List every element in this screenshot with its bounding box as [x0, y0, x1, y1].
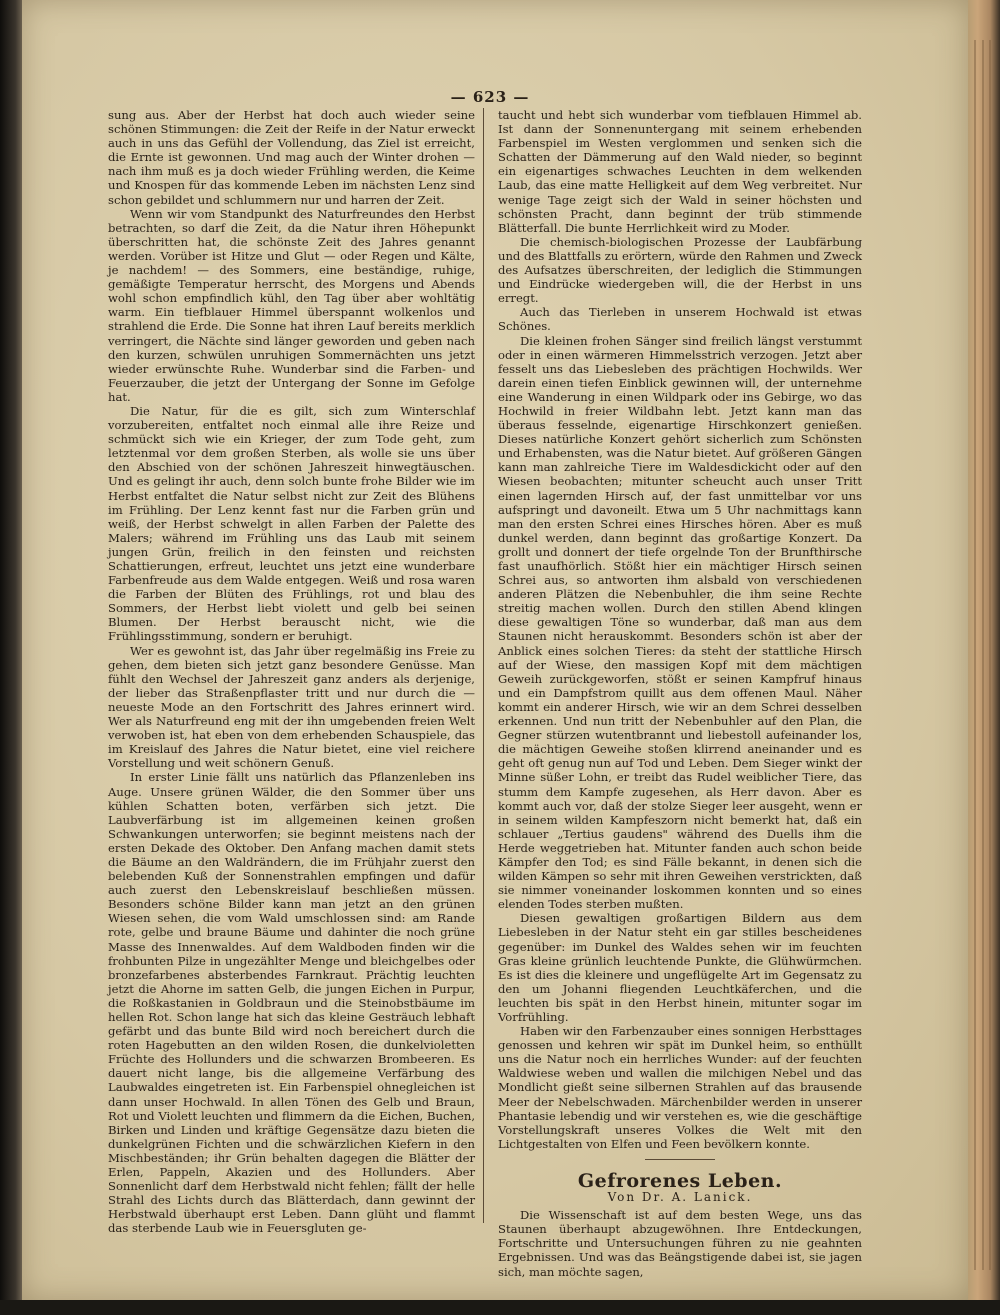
- right-column: [498, 108, 862, 1279]
- article-title: Gefrorenes Leben.: [577, 1169, 783, 1192]
- column-divider: [483, 108, 484, 1223]
- article-author: Von Dr. A. Lanick.: [607, 1190, 753, 1205]
- paragraph: Die kleinen frohen Sänger sind freilich längst verstummt oder in einen wärmeren Himmelsstrich verzogen. Jetzt aber fesselt uns das Liebesleben des prächtigen Hochwilds. Wer darein einen tiefen Einblick gewinnen will, der unternehme eine Wanderung in einen Wildpark oder ins Gebirge, wo das Hochwild in freier Wildbahn lebt. Jetzt kann man das überaus fesselnde, eigenartige Hirschkonzert genießen. Dieses natürliche Konzert gehört sicherlich zum Schönsten und Erhabensten, was die Natur bietet. Auf größeren Gängen kann man zahlreiche Tiere im Waldesdickicht oder auf den Wiesen beobachten; mitunter scheucht auch unser Tritt einen lagernden Hirsch auf, der fast unmittelbar vor uns aufspringt und davoneilt. Etwa um 5 Uhr nachmittags kann man den ersten Schrei eines Hirsches hören. Aber es muß dunkel werden, dann beginnt das großartige Konzert. Da grollt und donnert der tiefe orgelnde Ton der Brunfthirsche fast unaufhörlich. Stößt hier ein mächtiger Hirsch seinen Schrei aus, so antworten ihm alsbald von verschiedenen anderen Plätzen die Nebenbuhler, die ihm seine Rechte streitig machen wollen. Durch den stillen Abend klingen diese gewaltigen Töne so wunderbar, daß man aus dem Staunen nicht herauskommt. Besonders schön ist aber der Anblick eines solchen Tieres: da steht der stattliche Hirsch auf der Wiese, den massigen Kopf mit dem mächtigen Geweih zurückgeworfen, stößt er seinen Kampfruf hinaus und ein Dampfstrom quillt aus dem offenen Maul. Näher kommt ein anderer Hirsch, wie wir an dem Schrei desselben erkennen. Und nun tritt der Nebenbuhler auf den Plan, die Gegner stürzen wutentbrannt und liebestoll aufeinander los, die mächtigen Geweihe stoßen klirrend aneinander und es geht oft genug nun auf Tod und Leben. Dem Sieger winkt der Minne süßer Lohn, er treibt das Rudel weiblicher Tiere, das stumm dem Kampfe zugesehen, als Herr davon. Aber es kommt auch vor, daß der stolze Sieger leer ausgeht, wenn er in seinem wilden Kampfeszorn nicht bemerkt hat, daß ein schlauer „Tertius gaudens" während des Duells ihm die Herde weggetrieben hat. Mitunter fanden auch schon beide Kämpfer den Tod; es sind Fälle bekannt, in denen sich die wilden Kämpen so sehr mit ihren Geweihen verstrickten, daß sie nimmer voneinander loskommen konnten und so eines elenden Todes sterben mußten.: [498, 333, 862, 912]
- paragraph: Haben wir den Farbenzauber eines sonnigen Herbsttages genossen und kehren wir spät im Dunkel heim, so enthüllt uns die Natur noch ein herrliches Wunder: auf der feuchten Waldwiese weben und wallen die milchigen Nebel und das Mondlicht gießt seine silbernen Strahlen auf das brausende Meer der Nebelschwaden. Märchenbilder werden in unserer Phantasie lebendig und wir verstehen es, wie die geschäftige Vorstellungskraft unseres Volkes die Welt mit den Lichtgestalten von Elfen und Feen bevölkern konnte.: [498, 1024, 862, 1151]
- paragraph: Die chemisch-biologischen Prozesse der Laubfärbung und des Blattfalls zu erörtern, würde den Rahmen und Zweck des Aufsatzes überschreiten, der lediglich die Stimmungen und Eindrücke wiedergeben will, die der Herbst in uns erregt.: [498, 234, 862, 306]
- paragraph: taucht und hebt sich wunderbar vom tiefblauen Himmel ab. Ist dann der Sonnenuntergang mit seinem erhebenden Farbenspiel im Westen verglommen und senken sich die Schatten der Dämmerung auf den Wald nieder, so beginnt ein eigenartiges schwaches Leuchten in dem welkenden Laub, das eine matte Helligkeit auf dem Weg verbreitet. Nur wenige Tage zeigt sich der Wald in seiner höchsten und schönsten Pracht, dann beginnt der trüb stimmende Blätterfall. Die bunte Herrlichkeit wird zu Moder.: [498, 108, 862, 235]
- paragraph: Auch das Tierleben in unserem Hochwald ist etwas Schönes.: [498, 305, 862, 334]
- paragraph: Wer es gewohnt ist, das Jahr über regelmäßig ins Freie zu gehen, dem bieten sich jetzt ganz besondere Genüsse. Man fühlt den Wechsel der Jahreszeit ganz anders als derjenige, der lieber das Straßenpflaster tritt und nur durch die — neueste Mode an den Fortschritt des Jahres erinnert wird. Wer als Naturfreund eng mit der ihn umgebenden freien Welt verwoben ist, hat eben von dem erhebenden Schauspiele, das im Kreislauf des Jahres die Natur bietet, eine viel reichere Vorstellung und weit schönern Genuß.: [108, 643, 475, 771]
- paragraph: sung aus. Aber der Herbst hat doch auch wieder seine schönen Stimmungen: die Zeit der Reife in der Natur erweckt auch in uns das Gefühl der Vollendung, das Ziel ist erreicht, die Ernte ist gewonnen. Und mag auch der Winter drohen — nach ihm muß es ja doch wieder Frühling werden, die Keime und Knospen für das kommende Leben im nächsten Lenz sind schon gebildet und schlummern nur und harren der Zeit.: [108, 108, 475, 207]
- section-rule: [645, 1159, 715, 1160]
- scan-bottom-edge: [0, 1300, 1000, 1315]
- page-edge-stack: [968, 0, 1000, 1300]
- page-number: — 623 —: [450, 88, 530, 106]
- paragraph: Wenn wir vom Standpunkt des Naturfreundes den Herbst betrachten, so darf die Zeit, da die Natur ihren Höhepunkt überschritten hat, die schönste Zeit des Jahres genannt werden. Vorüber ist Hitze und Glut — oder Regen und Kälte, je nachdem! — des Sommers, eine beständige, ruhige, gemäßigte Temperatur herrscht, des Morgens und Abends wohl schon empfindlich kühl, den Tag über aber wohltätig warm. Ein tiefblauer Himmel überspannt wolkenlos und strahlend die Erde. Die Sonne hat ihren Lauf bereits merklich verringert, die Nächte sind länger geworden und geben nach den kurzen, schwülen unruhigen Sommernächten uns jetzt wieder erwünschte Ruhe. Wunderbar sind die Farben- und Feuerzauber, die jetzt der Untergang der Sonne im Gefolge hat.: [108, 206, 475, 404]
- left-column: [108, 108, 475, 1236]
- paragraph: In erster Linie fällt uns natürlich das Pflanzenleben ins Auge. Unsere grünen Wälder, die den Sommer über uns kühlen Schatten boten, verfärben sich jetzt. Die Laubverfärbung ist im allgemeinen keinen großen Schwankungen unterworfen; sie beginnt meistens nach der ersten Dekade des Oktober. Den Anfang machen damit stets die Bäume an den Waldrändern, die im Frühjahr zuerst den belebenden Kuß der Sonnenstrahlen empfingen und dafür auch zuerst den Lebenskreislauf beschließen müssen. Besonders schöne Bilder kann man jetzt an den grünen Wiesen sehen, die vom Wald umschlossen sind: am Rande rote, gelbe und braune Bäume und dahinter die noch grüne Masse des Innenwaldes. Auf dem Waldboden finden wir die frohbunten Pilze in ungezählter Menge und bleichgelbes oder bronzefarbenes absterbendes Farnkraut. Prächtig leuchten jetzt die Ahorne im satten Gelb, die jungen Eichen in Purpur, die Roßkastanien in Goldbraun und die Steinobstbäume im hellen Rot. Schon lange hat sich das kleine Gesträuch lebhaft gefärbt und das bunte Bild wird noch bereichert durch die roten Hagebutten an den wilden Rosen, die dunkelvioletten Früchte des Hollunders und die schwarzen Brombeeren. Es dauert nicht lange, bis die allgemeine Verfärbung des Laubwaldes eingetreten ist. Ein Farbenspiel ohnegleichen ist dann unser Hochwald. In allen Tönen des Gelb und Braun, Rot und Violett leuchten und flimmern da die Eichen, Buchen, Birken und Linden und kräftige Gegensätze dazu bieten die dunkelgrünen Fichten und die schwärzlichen Kiefern in den Mischbeständen; ihr Grün behalten dagegen die Blätter der Erlen, Pappeln, Akazien und des Hollunders. Aber Sonnenlicht darf dem Herbstwald nicht fehlen; fällt der helle Strahl des Lichts durch das Blätterdach, dann gewinnt der Herbstwald überhaupt erst Leben. Dann glüht und flammt das sterbende Laub wie in Feuersgluten ge-: [108, 770, 475, 1236]
- scan-left-edge: [0, 0, 22, 1315]
- paragraph: Die Wissenschaft ist auf dem besten Wege, uns das Staunen überhaupt abzugewöhnen. Ihre Entdeckungen, Fortschritte und Untersuchungen führen zu nie geahnten Ergebnissen. Und was das Beängstigende dabei ist, sie jagen sich, man möchte sagen,: [498, 1208, 862, 1279]
- paragraph: Die Natur, für die es gilt, sich zum Winterschlaf vorzubereiten, entfaltet noch einmal alle ihre Reize und schmückt sich wie ein Krieger, der zum Tode geht, zum letztenmal vor dem großen Sterben, als wolle sie uns über den Abschied von der schönen Jahreszeit hinwegtäuschen. Und es gelingt ihr auch, denn solch bunte frohe Bilder wie im Herbst entfaltet die Natur selbst nicht zur Zeit des Blühens im Frühling. Der Lenz kennt fast nur die Farben grün und weiß, der Herbst schwelgt in allen Farben der Palette des Malers; während im Frühling uns das Laub mit seinem jungen Grün, freilich in den feinsten und reichsten Schattierungen, erfreut, leuchtet uns jetzt eine wunderbare Farbenfreude aus dem Walde entgegen. Weiß und rosa waren die Farben der Blüten des Frühlings, rot und blau des Sommers, der Herbst liebt violett und gelb bei seinen Blumen. Der Herbst berauscht nicht, wie die Frühlingsstimmung, sondern er beruhigt.: [108, 403, 475, 644]
- paragraph: Diesen gewaltigen großartigen Bildern aus dem Liebesleben in der Natur steht ein gar stilles bescheidenes gegenüber: im Dunkel des Waldes sehen wir im feuchten Gras kleine grünlich leuchtende Punkte, die Glühwürmchen. Es ist dies die kleinere und ungeflügelte Art im Gegensatz zu den um Johanni fliegenden Leuchtkäferchen, und die leuchten bis spät in den Herbst hinein, mitunter sogar im Vorfrühling.: [498, 911, 862, 1024]
